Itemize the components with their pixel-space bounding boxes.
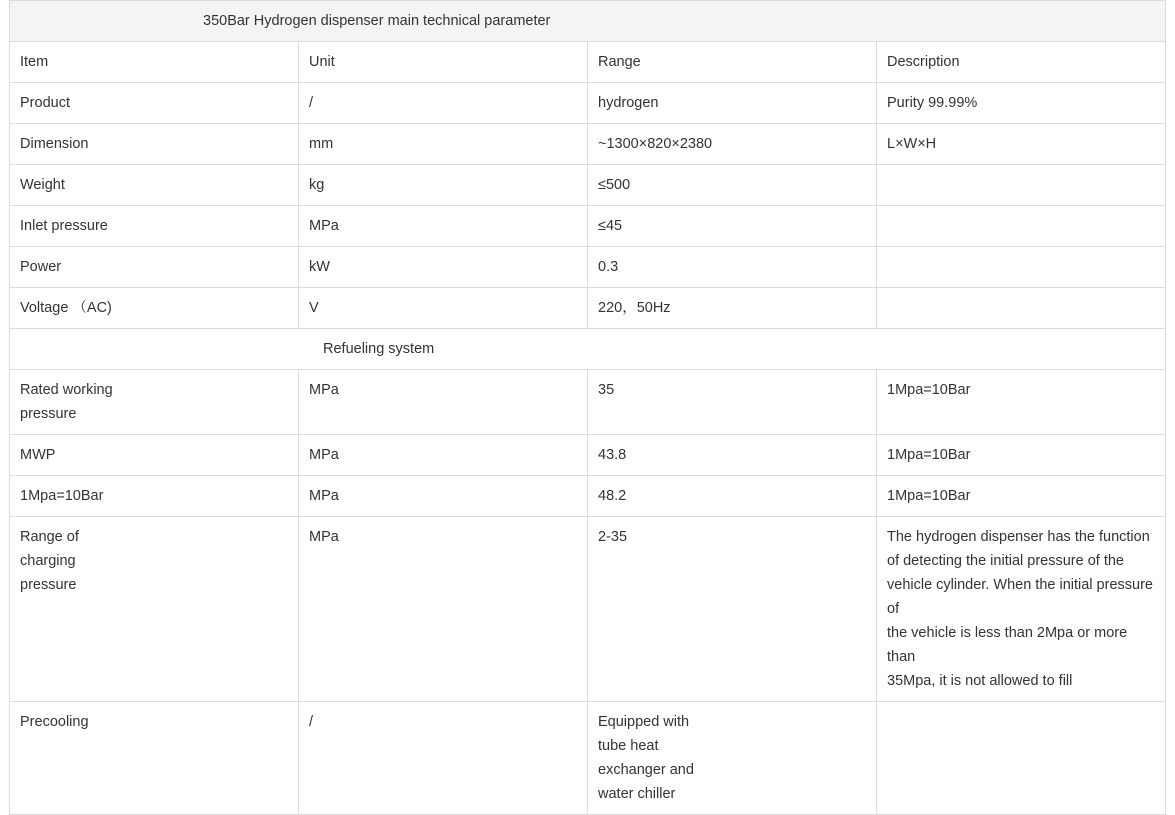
- cell-item: Precooling: [10, 702, 299, 815]
- cell-description: 1Mpa=10Bar: [877, 435, 1166, 476]
- cell-range: 2-35: [588, 517, 877, 702]
- cell-unit: /: [299, 83, 588, 124]
- cell-item: Voltage （AC): [10, 288, 299, 329]
- header-description: Description: [877, 42, 1166, 83]
- description-line: the vehicle is less than 2Mpa or more than: [887, 625, 1128, 665]
- cell-unit: MPa: [299, 517, 588, 702]
- cell-unit: MPa: [299, 206, 588, 247]
- cell-item: 1Mpa=10Bar: [10, 476, 299, 517]
- cell-description: [877, 702, 1166, 815]
- table-row: [10, 517, 1166, 702]
- cell-unit: kg: [299, 165, 588, 206]
- section-title-cell: [10, 329, 1166, 370]
- cell-item: Inlet pressure: [10, 206, 299, 247]
- cell-range: 35: [588, 370, 877, 435]
- cell-description: 1Mpa=10Bar: [877, 476, 1166, 517]
- cell-item: [10, 517, 299, 702]
- table-row: [10, 206, 1166, 247]
- cell-description: [877, 517, 1166, 702]
- description-line: of detecting the initial pressure of the: [887, 553, 1124, 569]
- cell-description: L×W×H: [877, 124, 1166, 165]
- cell-range: 220，50Hz: [588, 288, 877, 329]
- cell-description: Purity 99.99%: [877, 83, 1166, 124]
- cell-item-text: Rated working pressure: [20, 382, 113, 422]
- cell-range: 43.8: [588, 435, 877, 476]
- cell-range: ~1300×820×2380: [588, 124, 877, 165]
- cell-unit: MPa: [299, 370, 588, 435]
- cell-range: [588, 702, 877, 815]
- cell-range: 48.2: [588, 476, 877, 517]
- description-line: 35Mpa, it is not allowed to fill: [887, 673, 1073, 689]
- cell-range: ≤45: [588, 206, 877, 247]
- table-row: [10, 124, 1166, 165]
- cell-range: hydrogen: [588, 83, 877, 124]
- cell-unit: kW: [299, 247, 588, 288]
- section-row: [10, 329, 1166, 370]
- table-row: [10, 370, 1166, 435]
- table-row: [10, 288, 1166, 329]
- header-unit: Unit: [299, 42, 588, 83]
- table-row: [10, 165, 1166, 206]
- table-title-cell: [10, 1, 1166, 42]
- cell-unit: MPa: [299, 435, 588, 476]
- header-range: Range: [588, 42, 877, 83]
- cell-description: [877, 165, 1166, 206]
- cell-unit: mm: [299, 124, 588, 165]
- description-line: The hydrogen dispenser has the function: [887, 529, 1150, 545]
- technical-parameter-table: [9, 0, 1166, 815]
- table-header-row: [10, 42, 1166, 83]
- cell-range-text: Equipped with tube heat exchanger and water chiller: [598, 714, 694, 802]
- cell-unit: V: [299, 288, 588, 329]
- table-row: [10, 247, 1166, 288]
- cell-description: [877, 288, 1166, 329]
- table-title: 350Bar Hydrogen dispenser main technical parameter: [203, 13, 551, 29]
- cell-item: MWP: [10, 435, 299, 476]
- section-title: Refueling system: [323, 341, 435, 357]
- cell-unit: /: [299, 702, 588, 815]
- table-row: [10, 83, 1166, 124]
- cell-range: ≤500: [588, 165, 877, 206]
- header-item: Item: [10, 42, 299, 83]
- cell-item: Product: [10, 83, 299, 124]
- description-line: vehicle cylinder. When the initial pressure: [887, 577, 1153, 593]
- cell-unit: MPa: [299, 476, 588, 517]
- description-line: of: [887, 601, 900, 617]
- table-title-row: [10, 1, 1166, 42]
- cell-item: Dimension: [10, 124, 299, 165]
- cell-description: [877, 206, 1166, 247]
- cell-range: 0.3: [588, 247, 877, 288]
- table-row: [10, 435, 1166, 476]
- cell-item: Weight: [10, 165, 299, 206]
- table-row: [10, 702, 1166, 815]
- table-row: [10, 476, 1166, 517]
- cell-item-text: Range of charging pressure: [20, 529, 79, 593]
- cell-description: 1Mpa=10Bar: [877, 370, 1166, 435]
- cell-item: [10, 370, 299, 435]
- cell-description: [877, 247, 1166, 288]
- cell-item: Power: [10, 247, 299, 288]
